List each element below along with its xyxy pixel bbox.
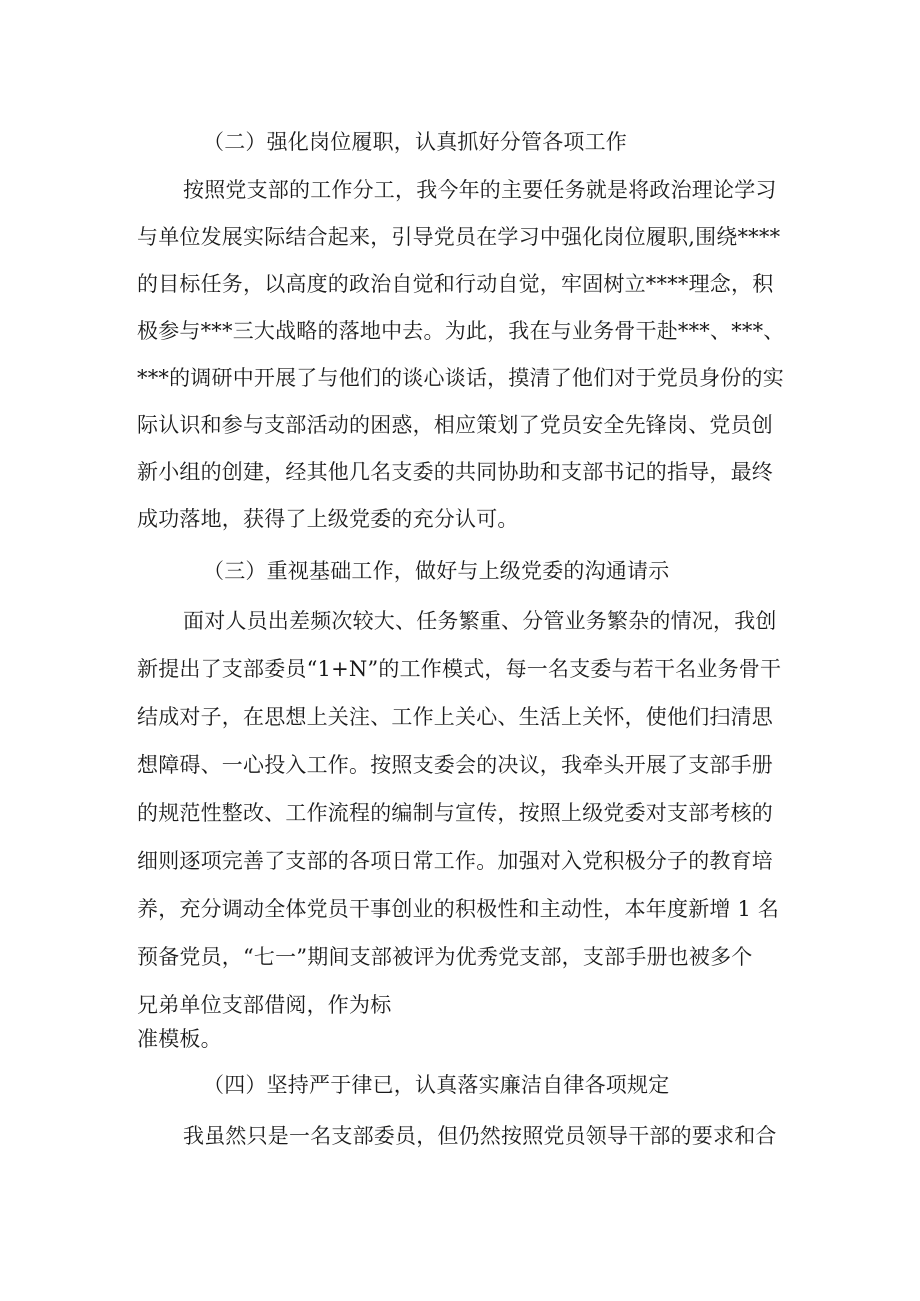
- paragraph-line: 面对人员出差频次较大、任务繁重、分管业务繁杂的情况，我创: [183, 609, 777, 633]
- paragraph-line: 按照党支部的工作分工，我今年的主要任务就是将政治理论学习: [183, 178, 777, 202]
- section-heading-4: （四）坚持严于律已，认真落实廉洁自律各项规定: [203, 1073, 670, 1097]
- paragraph-line: 养，充分调动全体党员干事创业的积极性和主动性，本年度新增 1 名: [137, 897, 780, 921]
- paragraph-line: 与单位发展实际结合起来，引导党员在学习中强化岗位履职,围绕****: [137, 225, 781, 249]
- paragraph-line: 的目标任务，以高度的政治自觉和行动自觉，牢固树立****理念，积: [137, 272, 774, 296]
- paragraph-line: 我虽然只是一名支部委员，但仍然按照党员领导干部的要求和合: [183, 1124, 777, 1148]
- paragraph-line: 新提出了支部委员“1+N”的工作模式，每一名支委与若干名业务骨干: [137, 657, 782, 681]
- section-heading-3: （三）重视基础工作，做好与上级党委的沟通请示: [203, 559, 670, 583]
- paragraph-line: 准模板。: [137, 1027, 222, 1051]
- paragraph-line: 结成对子，在思想上关注、工作上关心、生活上关怀，使他们扫清思: [137, 705, 773, 729]
- paragraph-line: 成功落地，获得了上级党委的充分认可。: [137, 507, 519, 531]
- paragraph-line: 预备党员，“七一”期间支部被评为优秀党支部，支部手册也被多个: [137, 945, 753, 969]
- paragraph-line: 极参与***三大战略的落地中去。为此，我在与业务骨干赴***、***、: [137, 319, 785, 343]
- paragraph-line: 细则逐项完善了支部的各项日常工作。加强对入党积极分子的教育培: [137, 849, 773, 873]
- paragraph-line: 新小组的创建，经其他几名支委的共同协助和支部书记的指导，最终: [137, 460, 773, 484]
- paragraph-line: 际认识和参与支部活动的困惑，相应策划了党员安全先锋岗、党员创: [137, 413, 773, 437]
- paragraph-line: ***的调研中开展了与他们的谈心谈话，摸清了他们对于党员身份的实: [137, 366, 784, 390]
- paragraph-line: 的规范性整改、工作流程的编制与宣传，按照上级党委对支部考核的: [137, 801, 773, 825]
- paragraph-line: 想障碍、一心投入工作。按照支委会的决议，我牵头开展了支部手册: [137, 753, 773, 777]
- paragraph-line: 兄弟单位支部借阅，作为标: [137, 993, 392, 1017]
- section-heading-2: （二）强化岗位履职，认真抓好分管各项工作: [203, 130, 627, 154]
